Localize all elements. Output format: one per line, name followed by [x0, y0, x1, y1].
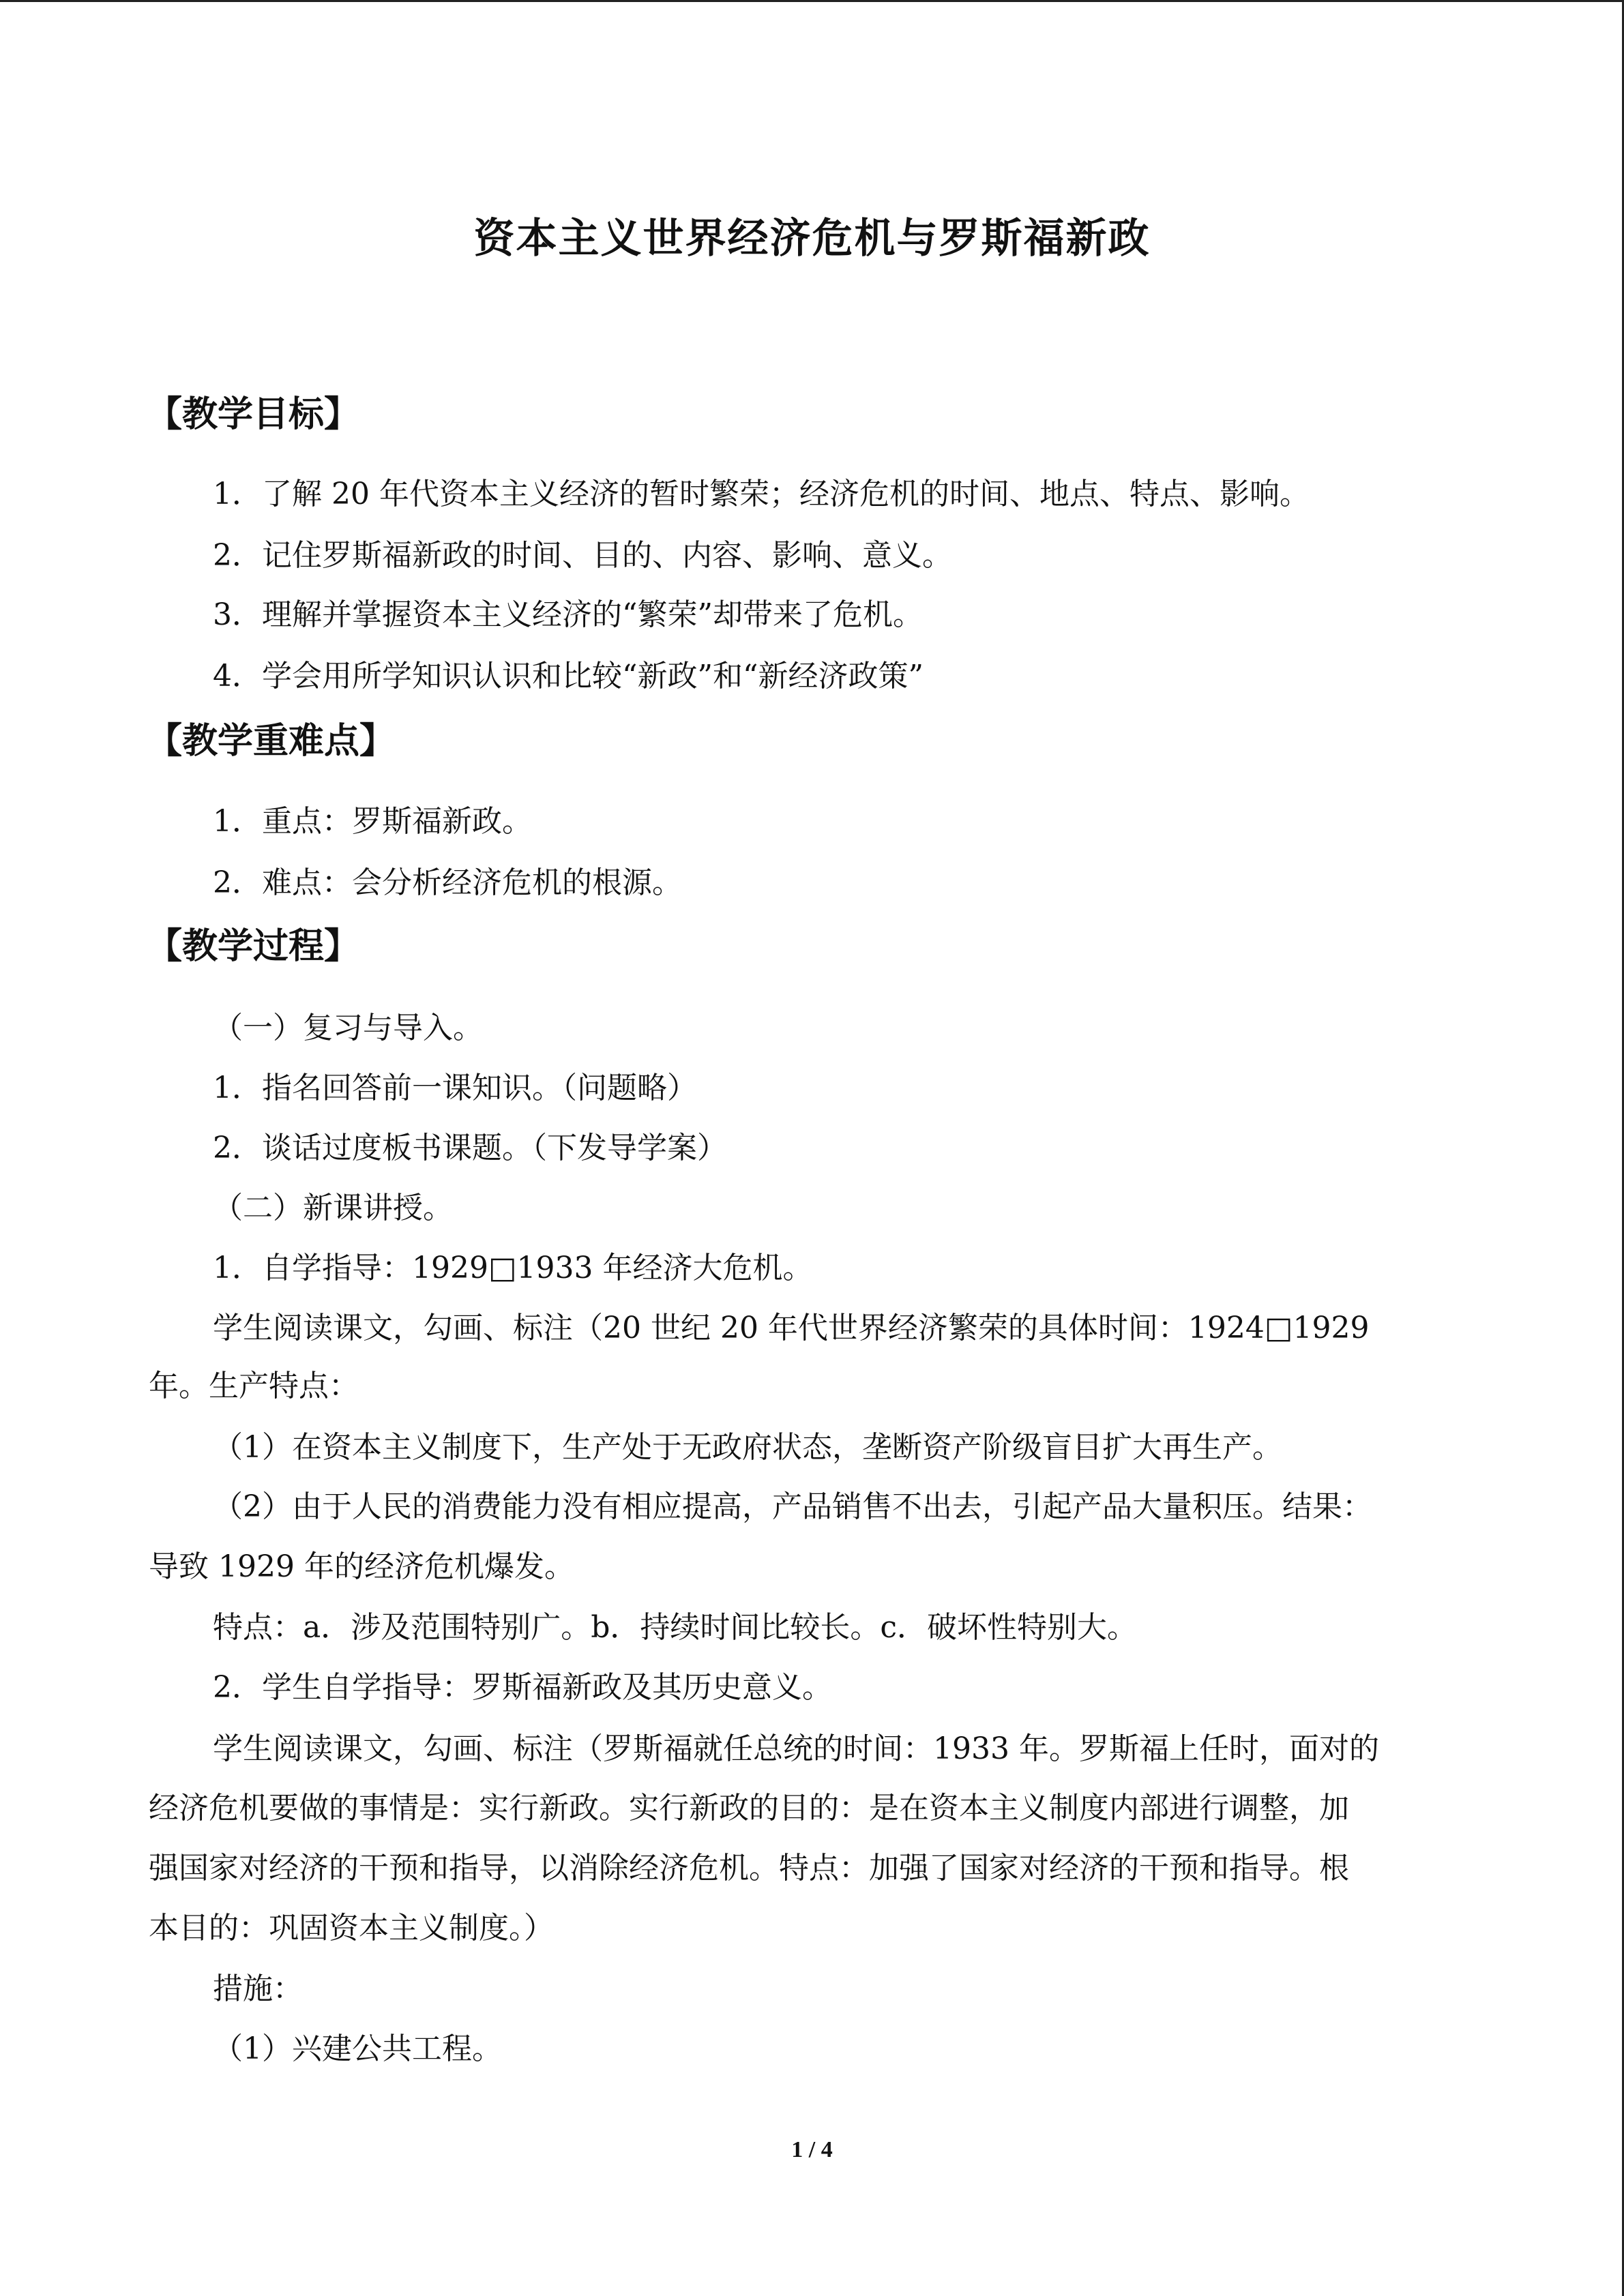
heading-teaching-objectives: 【教学目标】 — [147, 394, 360, 435]
page-number: 1 / 4 — [791, 2137, 833, 2162]
document-title: 资本主义世界经济危机与罗斯福新政 — [473, 215, 1151, 263]
key-point-item: 2．难点：会分析经济危机的根源。 — [213, 865, 682, 900]
objective-item: 2．记住罗斯福新政的时间、目的、内容、影响、意义。 — [213, 538, 952, 573]
process-line: 1．自学指导：1929□1933 年经济大危机。 — [213, 1251, 813, 1285]
process-line: （2）由于人民的消费能力没有相应提高，产品销售不出去，引起产品大量积压。结果： — [213, 1489, 1372, 1524]
heading-key-points: 【教学重难点】 — [147, 721, 396, 762]
process-line: （一）复习与导入。 — [213, 1011, 483, 1045]
process-line: 学生阅读课文，勾画、标注（罗斯福就任总统的时间：1933 年。罗斯福上任时，面对的 — [213, 1731, 1379, 1766]
process-line: 经济危机要做的事情是：实行新政。实行新政的目的：是在资本主义制度内部进行调整，加 — [149, 1791, 1349, 1825]
process-line: 年。生产特点： — [149, 1369, 359, 1403]
key-point-item: 1．重点：罗斯福新政。 — [213, 804, 532, 839]
heading-teaching-process: 【教学过程】 — [147, 926, 360, 967]
process-line: 措施： — [213, 1971, 303, 2006]
objective-item: 3．理解并掌握资本主义经济的“繁荣”却带来了危机。 — [213, 597, 923, 632]
top-border-line — [0, 0, 1624, 2]
process-line: 1．指名回答前一课知识。（问题略） — [213, 1071, 697, 1105]
process-line: 本目的：巩固资本主义制度。） — [149, 1911, 554, 1945]
process-line: 强国家对经济的干预和指导，以消除经济危机。特点：加强了国家对经济的干预和指导。根 — [149, 1851, 1349, 1885]
process-line: （1）在资本主义制度下，生产处于无政府状态，垄断资产阶级盲目扩大再生产。 — [213, 1430, 1282, 1465]
process-line: 导致 1929 年的经济危机爆发。 — [149, 1549, 574, 1584]
process-line: （二）新课讲授。 — [213, 1191, 453, 1225]
process-line: 2．学生自学指导：罗斯福新政及其历史意义。 — [213, 1670, 832, 1705]
process-line: 2．谈话过度板书课题。（下发导学案） — [213, 1131, 727, 1165]
objective-item: 4．学会用所学知识认识和比较“新政”和“新经济政策” — [213, 659, 924, 694]
process-line: （1）兴建公共工程。 — [213, 2031, 502, 2066]
process-line: 特点：a．涉及范围特别广。b．持续时间比较长。c．破坏性特别大。 — [213, 1610, 1138, 1645]
objective-item: 1．了解 20 年代资本主义经济的暂时繁荣；经济危机的时间、地点、特点、影响。 — [213, 477, 1310, 511]
process-line: 学生阅读课文，勾画、标注（20 世纪 20 年代世界经济繁荣的具体时间：1924□1929 — [213, 1311, 1370, 1345]
